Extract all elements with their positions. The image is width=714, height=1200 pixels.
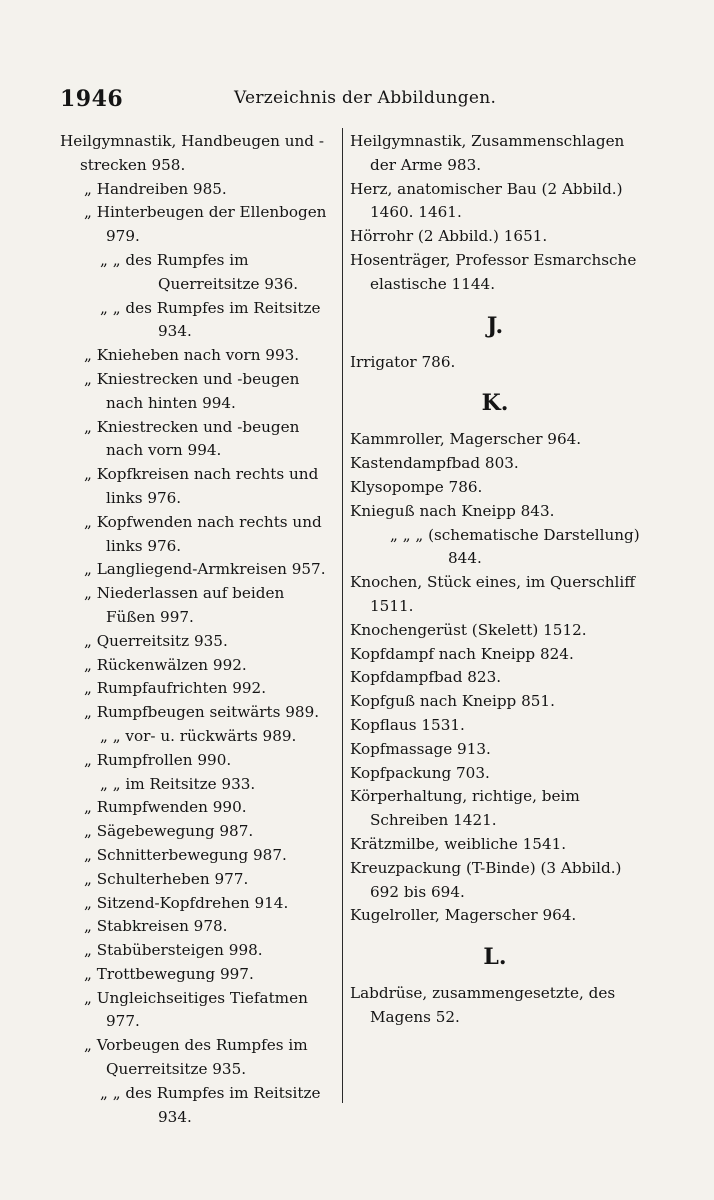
index-entry: Klysopompe 786. bbox=[350, 477, 483, 496]
index-entry: „ „ des Rumpfes im Reitsitze 934. bbox=[100, 298, 321, 341]
index-entry: „ „ „ (schematische Darstellung) 844. bbox=[390, 525, 640, 568]
index-entry: „ Rumpfbeugen seitwärts 989. bbox=[84, 703, 320, 722]
index-entry: „ Kniestrecken und -beugen nach vorn 994. bbox=[84, 417, 300, 460]
index-entry: „ Langliegend-Armkreisen 957. bbox=[84, 560, 326, 579]
section-letter-heading: L. bbox=[483, 944, 507, 971]
index-entry: „ Handreiben 985. bbox=[84, 179, 227, 198]
index-entry: Hosenträger, Professor Esmarchsche elastische 1144. bbox=[350, 250, 637, 293]
index-entry: Knochen, Stück eines, im Querschliff 1511. bbox=[350, 573, 636, 615]
index-entry: Kopflaus 1531. bbox=[350, 715, 465, 734]
index-entry: „ Trottbewegung 997. bbox=[84, 964, 254, 983]
index-entry: Kreuzpackung (T-Binde) (3 Abbild.) 692 bis 694. bbox=[350, 858, 622, 901]
index-entry: Labdrüse, zusammengesetzte, des Magens 52. bbox=[350, 984, 616, 1026]
index-entry: „ Schulterheben 977. bbox=[84, 869, 249, 888]
index-entry: Kastendampfbad 803. bbox=[350, 454, 519, 473]
index-entry: Kopfdampfbad 823. bbox=[350, 668, 502, 687]
index-entry: „ Sägebewegung 987. bbox=[84, 822, 254, 841]
index-entry: Kammroller, Magerscher 964. bbox=[350, 430, 582, 449]
right-column bbox=[350, 130, 640, 1030]
index-entry: „ Hinterbeugen der Ellenbogen 979. bbox=[84, 203, 327, 246]
index-entry: „ Rückenwälzen 992. bbox=[84, 655, 247, 674]
index-entry: Kopfguß nach Kneipp 851. bbox=[350, 692, 555, 711]
index-entry: „ Sitzend-Kopfdrehen 914. bbox=[84, 893, 289, 912]
index-entry: Krätzmilbe, weibliche 1541. bbox=[350, 834, 567, 853]
left-column bbox=[60, 130, 336, 1129]
column-divider bbox=[342, 128, 343, 1103]
index-entry: Körperhaltung, richtige, beim Schreiben 1421. bbox=[350, 787, 580, 830]
index-entry: „ Ungleichseitiges Tiefatmen 977. bbox=[84, 988, 308, 1031]
index-entry: Hörrohr (2 Abbild.) 1651. bbox=[350, 227, 548, 246]
index-entry: Heilgymnastik, Zusammenschlagen der Arme 983. bbox=[350, 132, 625, 174]
index-entry: Knieguß nach Kneipp 843. bbox=[350, 501, 555, 520]
index-entry: „ Kopfwenden nach rechts und links 976. bbox=[84, 512, 322, 555]
index-entry: Irrigator 786. bbox=[350, 352, 456, 371]
index-entry: „ „ des Rumpfes im Querreitsitze 936. bbox=[100, 250, 299, 293]
index-entry: „ Niederlassen auf beiden Füßen 997. bbox=[84, 584, 285, 626]
index-entry: Kopfdampf nach Kneipp 824. bbox=[350, 644, 574, 663]
section-letter-heading: J. bbox=[486, 312, 504, 339]
index-entry: „ Rumpfwenden 990. bbox=[84, 798, 247, 817]
index-entry: „ Kopfkreisen nach rechts und links 976. bbox=[84, 465, 319, 507]
index-entry: Knochengerüst (Skelett) 1512. bbox=[350, 620, 587, 639]
section-letter-heading: K. bbox=[481, 390, 509, 417]
index-entry: Herz, anatomischer Bau (2 Abbild.) 1460. 1461. bbox=[350, 179, 623, 222]
index-entry: „ Schnitterbewegung 987. bbox=[84, 845, 287, 864]
index-entry: „ Rumpfaufrichten 992. bbox=[84, 679, 267, 698]
page-number: 1946 bbox=[60, 86, 124, 112]
index-entry: „ Stabübersteigen 998. bbox=[84, 941, 263, 960]
index-entry: „ Kniestrecken und -beugen nach hinten 994. bbox=[84, 369, 300, 412]
index-entry: „ „ des Rumpfes im Reitsitze 934. bbox=[100, 1083, 321, 1126]
index-entry: „ Stabkreisen 978. bbox=[84, 917, 228, 936]
index-entry: „ „ im Reitsitze 933. bbox=[100, 774, 256, 793]
index-entry: „ Rumpfrollen 990. bbox=[84, 750, 232, 769]
index-entry: Kopfmassage 913. bbox=[350, 739, 491, 758]
index-entry: Heilgymnastik, Handbeugen und -strecken 958. bbox=[60, 132, 324, 174]
index-entry: Kopfpackung 703. bbox=[350, 763, 490, 782]
running-head: Verzeichnis der Abbildungen. bbox=[234, 88, 497, 108]
index-entry: „ „ vor- u. rückwärts 989. bbox=[100, 726, 297, 745]
index-entry: „ Knieheben nach vorn 993. bbox=[84, 346, 300, 365]
index-entry: Kugelroller, Magerscher 964. bbox=[350, 906, 577, 925]
index-entry: „ Querreitsitz 935. bbox=[84, 631, 228, 650]
index-entry: „ Vorbeugen des Rumpfes im Querreitsitze 935. bbox=[84, 1036, 308, 1079]
